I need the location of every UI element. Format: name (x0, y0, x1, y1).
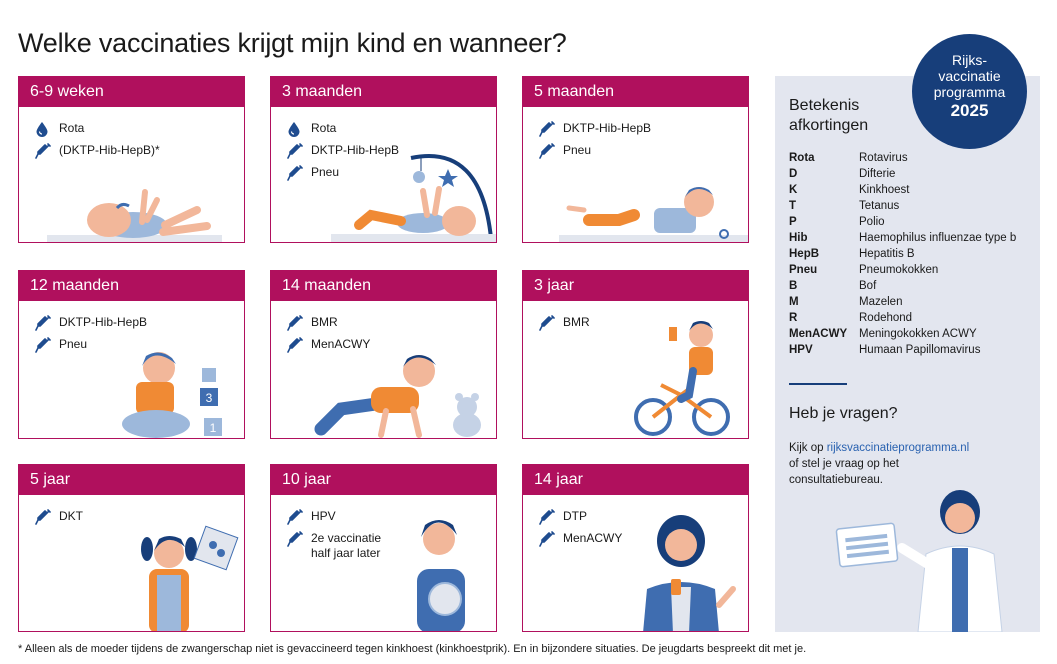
questions-pre: Kijk op (789, 442, 827, 454)
vaccine-label: HPV (311, 509, 336, 523)
syringe-icon (539, 315, 557, 331)
vaccine-item (287, 121, 336, 137)
syringe-icon (35, 143, 53, 159)
child-ball-illustration (401, 509, 496, 632)
card-header: 6-9 weken (19, 77, 244, 107)
badge-line: vaccinatie (938, 68, 1001, 84)
badge-line: programma (933, 84, 1006, 100)
vaccine-item (35, 315, 147, 331)
abbreviation-key: Hib (789, 232, 808, 244)
vaccine-item (35, 509, 83, 525)
card-header: 14 jaar (523, 465, 748, 495)
abbreviation-key: T (789, 200, 797, 212)
card-header: 5 jaar (19, 465, 244, 495)
badge-line: Rijks- (952, 52, 987, 68)
syringe-icon (287, 531, 305, 547)
vaccine-item (287, 509, 336, 525)
vaccine-label: Pneu (311, 165, 340, 179)
drop-icon (287, 121, 305, 137)
vaccine-item (287, 315, 338, 331)
abbreviation-key: HepB (789, 248, 820, 260)
vaccine-label: DKTP-Hib-HepB (563, 121, 652, 135)
vaccine-label: DKTP-Hib-HepB (59, 315, 148, 329)
vaccine-item (287, 531, 381, 561)
abbreviation-key: P (789, 216, 797, 228)
abbreviation-meaning: Kinkhoest (859, 184, 910, 196)
syringe-icon (539, 509, 557, 525)
card-14-jaar (522, 464, 749, 632)
vaccine-item (539, 509, 587, 525)
block-number: 1 (209, 421, 217, 435)
abbreviation-meaning: Hepatitis B (859, 248, 915, 260)
toddler-crawling-illustration (301, 349, 496, 439)
child-bicycle-illustration (631, 315, 741, 439)
vaccine-item (35, 121, 84, 137)
baby-crawling-illustration (559, 180, 749, 243)
syringe-icon (35, 509, 53, 525)
card-header: 10 jaar (271, 465, 496, 495)
vaccine-label: Pneu (563, 143, 592, 157)
heading-line: Betekenis (789, 97, 860, 114)
syringe-icon (539, 121, 557, 137)
questions-text (789, 440, 1029, 488)
abbreviation-meaning: Difterie (859, 168, 896, 180)
website-link[interactable]: rijksvaccinatieprogramma.nl (826, 442, 970, 454)
baby-mobile-illustration (331, 143, 496, 243)
block-number: 3 (205, 391, 213, 405)
vaccine-item (539, 531, 622, 547)
card-3-maanden (270, 76, 497, 243)
divider (789, 383, 847, 385)
program-badge (912, 34, 1027, 149)
abbreviation-key: R (789, 312, 798, 324)
vaccine-label: half jaar later (311, 546, 381, 560)
abbreviation-meaning: Humaan Papillomavirus (859, 344, 981, 356)
abbreviation-key: K (789, 184, 798, 196)
vaccine-label: 2e vaccinatie (311, 531, 382, 545)
syringe-icon (35, 315, 53, 331)
toddler-blocks-illustration (114, 346, 244, 439)
questions-heading: Heb je vragen? (789, 405, 898, 422)
card-14-maanden (270, 270, 497, 439)
syringe-icon (287, 509, 305, 525)
card-5-maanden (522, 76, 749, 243)
abbreviation-key: D (789, 168, 798, 180)
vaccine-label: Rota (59, 121, 85, 135)
doctor-illustration (830, 482, 1010, 632)
vaccine-label: DKTP-Hib-HepB (311, 143, 400, 157)
vaccine-label: BMR (563, 315, 590, 329)
card-6-9-weken (18, 76, 245, 243)
abbreviations-heading (789, 96, 868, 136)
card-header: 14 maanden (271, 271, 496, 301)
badge-year: 2025 (950, 101, 989, 120)
card-header: 5 maanden (523, 77, 748, 107)
baby-lying-illustration (47, 180, 222, 243)
abbreviation-meaning: Haemophilus influenzae type b (859, 232, 1017, 244)
syringe-icon (287, 165, 305, 181)
vaccine-label: Pneu (59, 337, 88, 351)
vaccine-label: BMR (311, 315, 338, 329)
drop-icon (35, 121, 53, 137)
abbreviation-meaning: Bof (859, 280, 877, 292)
abbreviation-meaning: Polio (859, 216, 885, 228)
questions-post: of stel je vraag op het (789, 458, 899, 470)
teen-phone-illustration (623, 509, 748, 632)
vaccine-label: DKT (59, 509, 83, 523)
abbreviation-meaning: Pneumokokken (859, 264, 939, 276)
card-header: 3 maanden (271, 77, 496, 107)
syringe-icon (539, 531, 557, 547)
syringe-icon (287, 143, 305, 159)
syringe-icon (539, 143, 557, 159)
abbreviation-meaning: Meningokokken ACWY (859, 328, 977, 340)
footnote: * Alleen als de moeder tijdens de zwangerschap niet is gevaccineerd tegen kinkhoest (kinkhoestprik). En in bijzondere situaties. De jeugdarts bespreekt dit met je. (18, 643, 807, 655)
abbreviation-key: B (789, 280, 798, 292)
heading-line: afkortingen (789, 117, 869, 134)
vaccine-item (539, 143, 591, 159)
syringe-icon (35, 337, 53, 353)
abbreviation-key: Rota (789, 152, 815, 164)
abbreviation-meaning: Rotavirus (859, 152, 908, 164)
vaccine-label: DTP (563, 509, 587, 523)
card-10-jaar (270, 464, 497, 632)
abbreviation-key: HPV (789, 344, 813, 356)
abbreviation-meaning: Mazelen (859, 296, 903, 308)
vaccine-label: MenACWY (311, 337, 371, 351)
vaccine-label: MenACWY (563, 531, 623, 545)
abbreviation-key: MenACWY (789, 328, 848, 340)
page-title: Welke vaccinaties krijgt mijn kind en wanneer? (18, 28, 567, 58)
card-12-maanden (18, 270, 245, 439)
vaccine-item (539, 121, 651, 137)
child-drawing-illustration (129, 525, 244, 632)
abbreviation-meaning: Rodehond (859, 312, 913, 324)
card-5-jaar (18, 464, 245, 632)
vaccine-item (539, 315, 590, 331)
abbreviation-meaning: Tetanus (859, 200, 900, 212)
questions-post: consultatiebureau. (789, 474, 883, 486)
vaccine-label: Rota (311, 121, 337, 135)
card-header: 12 maanden (19, 271, 244, 301)
syringe-icon (287, 315, 305, 331)
card-header: 3 jaar (523, 271, 748, 301)
vaccine-item (35, 143, 160, 159)
vaccine-label: (DKTP-Hib-HepB)* (59, 143, 160, 157)
abbreviation-key: M (789, 296, 799, 308)
vaccine-item (35, 337, 87, 353)
abbreviation-key: Pneu (789, 264, 818, 276)
card-3-jaar (522, 270, 749, 439)
